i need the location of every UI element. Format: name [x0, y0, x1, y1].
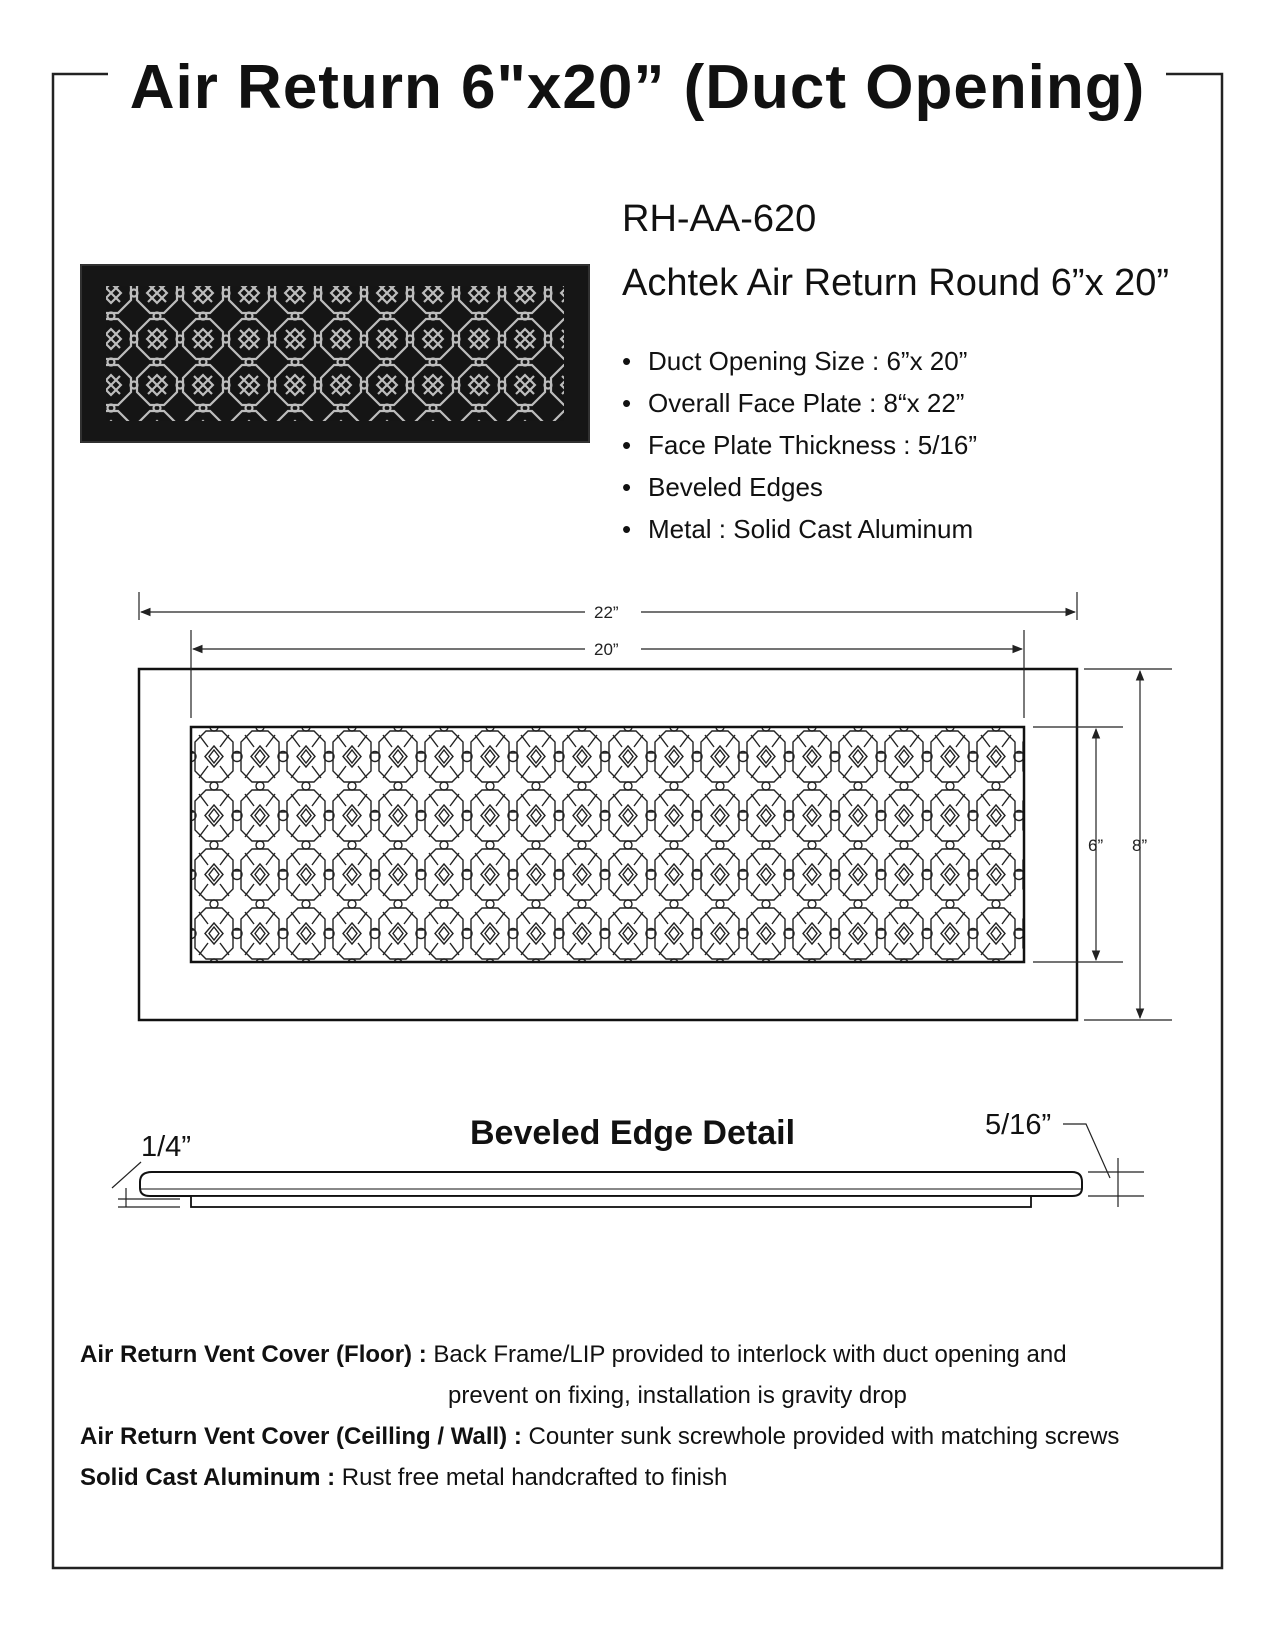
- bullet-icon: •: [622, 430, 632, 460]
- note-label: Air Return Vent Cover (Floor) :: [80, 1341, 427, 1368]
- note-text: Rust free metal handcrafted to finish: [335, 1464, 728, 1491]
- bullet-icon: •: [622, 514, 632, 544]
- installation-notes: [80, 1334, 1119, 1498]
- product-name: Achtek Air Return Round 6”x 20”: [622, 262, 1170, 304]
- note-floor-continued: [80, 1375, 1119, 1416]
- spec-text: Overall Face Plate : 8“x 22”: [648, 388, 965, 418]
- product-sku: RH-AA-620: [622, 198, 817, 240]
- bullet-icon: •: [622, 346, 632, 376]
- bevel-edge-label: 1/4”: [141, 1131, 191, 1163]
- bevel-detail-title: Beveled Edge Detail: [470, 1114, 796, 1152]
- dim-overall-height: 8”: [1132, 836, 1148, 855]
- dim-opening-width: 20”: [594, 640, 619, 659]
- bullet-icon: •: [622, 388, 632, 418]
- dim-opening-height: 6”: [1088, 836, 1104, 855]
- note-text: Back Frame/LIP provided to interlock with duct opening and: [426, 1341, 1067, 1368]
- spec-text: Face Plate Thickness : 5/16”: [648, 430, 978, 460]
- page-title: Air Return 6"x20” (Duct Opening): [129, 53, 1146, 122]
- bevel-thickness-label: 5/16”: [985, 1109, 1052, 1141]
- note-text: prevent on fixing, installation is gravity drop: [448, 1382, 907, 1409]
- note-label: Solid Cast Aluminum :: [80, 1464, 336, 1491]
- note-floor: [80, 1334, 1119, 1375]
- note-label: Air Return Vent Cover (Ceilling / Wall) :: [80, 1423, 522, 1450]
- note-material: [80, 1457, 1119, 1498]
- dim-overall-width: 22”: [594, 603, 619, 622]
- spec-text: Beveled Edges: [648, 472, 823, 502]
- spec-text: Duct Opening Size : 6”x 20”: [648, 346, 968, 376]
- note-ceiling-wall: [80, 1416, 1119, 1457]
- note-text: Counter sunk screwhole provided with matching screws: [521, 1423, 1120, 1450]
- spec-text: Metal : Solid Cast Aluminum: [648, 514, 974, 544]
- bullet-icon: •: [622, 472, 632, 502]
